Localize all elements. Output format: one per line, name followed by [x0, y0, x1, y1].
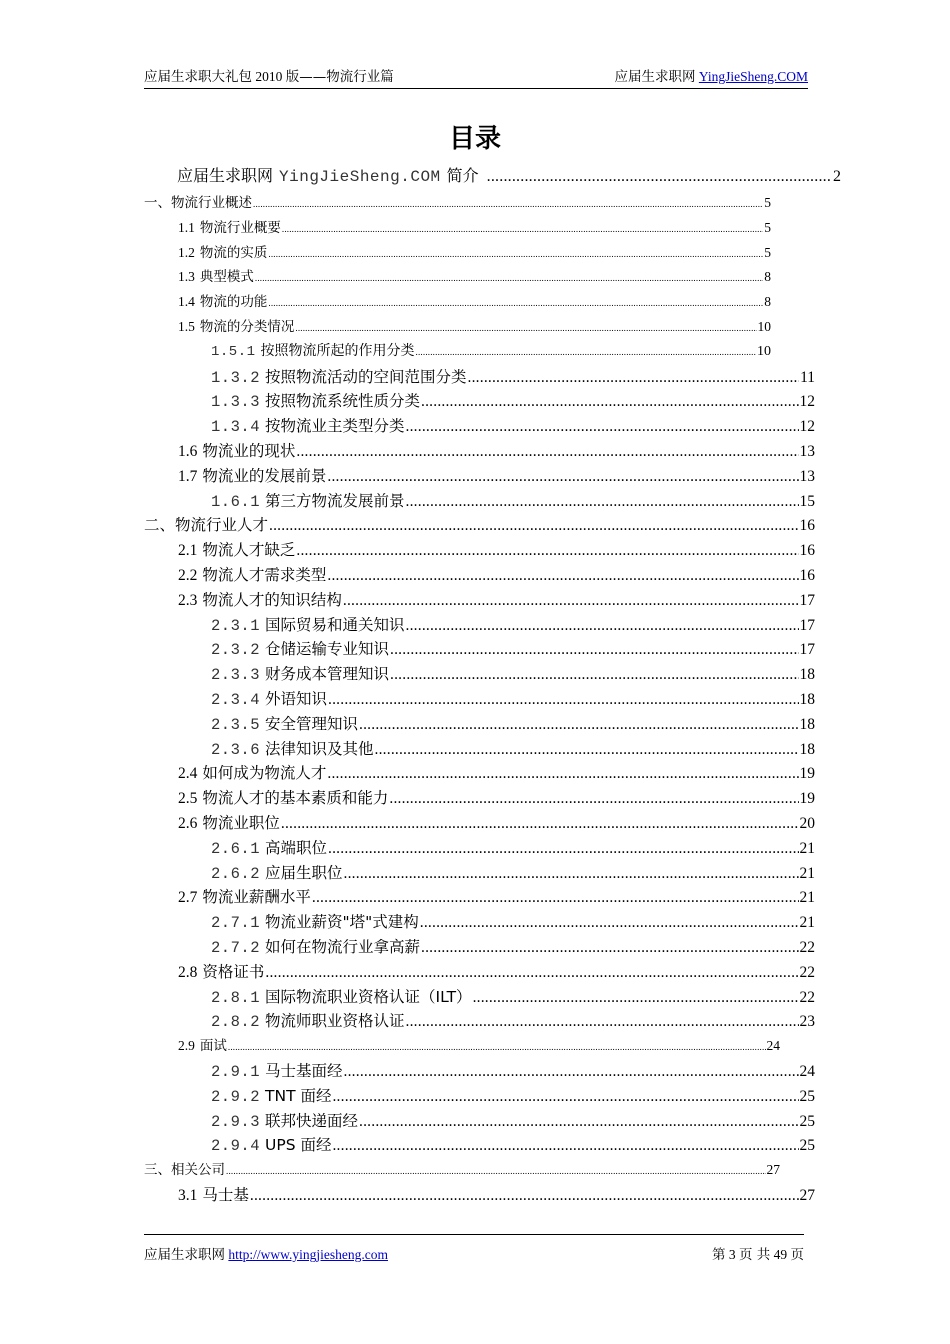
toc-leader	[327, 765, 798, 783]
toc-entry[interactable]	[211, 340, 771, 360]
toc-entry-number: 2.9.3	[211, 1112, 261, 1131]
toc-entry[interactable]	[211, 1059, 815, 1081]
page-footer	[144, 1234, 804, 1263]
toc-entry-title: 马士基	[202, 1186, 249, 1204]
toc-entry[interactable]	[178, 563, 815, 585]
toc-entry-title: 物流师职业资格认证	[265, 1012, 405, 1031]
toc-entry-title: 国际物流职业资格认证（ILT）	[265, 987, 472, 1006]
toc-entry-title: 物流人才需求类型	[202, 566, 327, 584]
toc-entry-page: 16	[799, 542, 815, 560]
toc-entry-title: 按照物流系统性质分类	[265, 392, 421, 411]
toc-leader	[296, 443, 798, 461]
toc-leader	[312, 889, 799, 907]
toc-leader	[268, 249, 763, 259]
toc-entry[interactable]	[178, 464, 815, 486]
toc-leader	[359, 716, 798, 734]
toc-entry[interactable]	[178, 265, 771, 285]
toc-entry-title: 马士基面经	[265, 1062, 343, 1080]
toc-entry-number: 2.7.2	[211, 939, 261, 957]
toc-entry-title: 物流人才缺乏	[202, 541, 296, 560]
toc-entry-number: 2.3.2	[211, 641, 261, 660]
toc-entry-number: 三、	[144, 1162, 171, 1178]
toc-entry-title: 物流行业人才	[175, 516, 269, 535]
toc-entry-title: UPS 面经	[265, 1136, 332, 1155]
toc-entry-page: 16	[799, 567, 815, 584]
toc-leader	[421, 393, 798, 411]
toc-entry-page: 19	[799, 790, 815, 808]
toc-entry-number: 2.7.1	[211, 914, 261, 933]
toc-entry-page: 18	[799, 740, 815, 758]
toc-entry-number: 1.4	[178, 294, 195, 310]
toc-entry-page: 17	[799, 616, 815, 634]
toc-entry[interactable]	[178, 241, 771, 261]
toc-entry-page: 25	[799, 1137, 815, 1155]
toc-entry-number: 1.3.3	[211, 393, 261, 412]
toc-leader	[269, 517, 798, 535]
toc-leader	[421, 939, 798, 957]
toc-entry-title: 如何成为物流人才	[202, 764, 327, 783]
toc-entry-number: 2.8	[178, 963, 198, 981]
toc-entry-page: 10	[757, 343, 771, 359]
toc-entry-title: 物流的功能	[199, 294, 268, 311]
toc-leader	[255, 273, 763, 283]
toc-entry-number: 2.9.4	[211, 1137, 261, 1156]
toc-leader	[344, 1063, 799, 1081]
toc-leader	[375, 741, 799, 759]
toc-entry-title: 高端职位	[265, 838, 328, 857]
toc-entry[interactable]	[178, 290, 771, 310]
toc-entry-title: 物流人才的基本素质和能力	[202, 789, 389, 808]
page-number: 第 3 页 共 49 页	[711, 1247, 804, 1263]
toc-leader	[389, 790, 798, 808]
footer-site-link[interactable]: http://www.yingjiesheng.com	[228, 1247, 388, 1262]
toc-leader	[420, 914, 799, 932]
toc-entry-number: 1.6	[178, 443, 198, 460]
toc-entry[interactable]	[211, 637, 815, 659]
toc-entry-page: 22	[799, 963, 815, 981]
toc-entry-number: 2.3.4	[211, 691, 261, 709]
toc-entry-page: 20	[799, 815, 815, 832]
toc-entry[interactable]	[211, 1084, 815, 1106]
header-site: 应届生求职网 YingJieSheng.COM	[614, 69, 808, 85]
toc-entry-number: 2.2	[178, 567, 198, 584]
toc-leader	[406, 617, 799, 635]
toc-entry-number: 2.6	[178, 815, 198, 832]
toc-leader	[265, 964, 798, 982]
toc-leader	[282, 224, 763, 234]
toc-entry-title: 物流业的发展前景	[202, 466, 327, 485]
toc-entry[interactable]	[211, 910, 815, 932]
toc-entry-number: 1.3.2	[211, 368, 261, 387]
toc-leader	[327, 567, 798, 585]
toc-entry[interactable]	[211, 1109, 815, 1131]
toc-entry-title: 按物流业主类型分类	[265, 417, 405, 436]
toc-entry[interactable]	[211, 737, 815, 759]
toc-entry-title: 物流的实质	[199, 244, 268, 261]
toc-entry[interactable]	[211, 935, 815, 957]
toc-leader	[473, 989, 799, 1007]
toc-entry-number: 一、	[144, 195, 171, 210]
toc-leader	[226, 1166, 766, 1176]
toc-entry[interactable]	[178, 1034, 780, 1054]
toc-entry-page: 16	[799, 517, 815, 535]
toc-entry[interactable]	[178, 960, 815, 982]
toc-entry-number: 2.3.5	[211, 715, 261, 734]
toc-entry-page: 21	[799, 889, 815, 907]
toc-leader	[359, 1113, 798, 1131]
toc-entry[interactable]	[211, 389, 815, 411]
toc-entry-page: 13	[799, 443, 815, 460]
toc-entry-title: 典型模式	[199, 269, 254, 286]
toc-entry-title: 仓储运输专业知识	[265, 640, 390, 659]
toc-entry-title: TNT 面经	[265, 1086, 332, 1105]
toc-entry-number: 2.5	[178, 790, 198, 808]
toc-leader	[390, 666, 798, 684]
toc-leader	[343, 592, 799, 610]
toc-entry-title: 联邦快递面经	[265, 1111, 359, 1130]
toc-entry-number: 1.6.1	[211, 492, 261, 511]
toc-entry-title: 第三方物流发展前景	[265, 491, 405, 510]
toc-entry[interactable]	[144, 513, 815, 535]
toc-entry-page: 11	[800, 368, 815, 386]
toc-entry-title: 如何在物流行业拿高薪	[265, 938, 421, 956]
toc-entry-title: 资格证书	[202, 962, 265, 981]
toc-entry[interactable]	[211, 662, 815, 684]
toc-leader	[332, 1137, 798, 1155]
toc-entry-page: 12	[799, 418, 815, 436]
toc-leader	[268, 298, 763, 308]
toc-entry-number: 1.3.4	[211, 418, 261, 437]
toc-leader	[406, 1013, 799, 1031]
toc-entry-page: 25	[799, 1112, 815, 1130]
toc-entry-title: 按照物流活动的空间范围分类	[265, 367, 467, 386]
toc-entry-number: 2.3	[178, 591, 198, 609]
toc-entry[interactable]	[178, 588, 815, 610]
toc-entry-page: 21	[799, 914, 815, 932]
toc-leader	[390, 641, 798, 659]
toc-entry-title: 物流行业概要	[199, 219, 281, 236]
toc-entry[interactable]	[211, 365, 815, 387]
toc-leader	[332, 1088, 798, 1106]
toc-entry-title: 安全管理知识	[265, 714, 359, 733]
toc-entry-number: 2.9.2	[211, 1087, 261, 1106]
toc-entry-page: 8	[764, 294, 771, 310]
toc-leader	[295, 323, 756, 333]
toc-entry-title: 物流人才的知识结构	[202, 590, 342, 609]
toc-entry-number: 1.7	[178, 467, 198, 485]
toc-entry-title: 物流业薪资"塔"式建构	[265, 913, 419, 932]
toc-entry-title: 外语知识	[265, 690, 328, 708]
toc-entry-page: 5	[764, 195, 771, 210]
toc-entry-number: 2.1	[178, 542, 198, 560]
toc-entry-number: 二、	[144, 517, 176, 535]
toc-leader	[328, 840, 798, 858]
toc-leader	[406, 493, 799, 511]
toc-entry[interactable]	[211, 687, 815, 709]
toc-entry[interactable]	[178, 538, 815, 560]
toc-entry-title: 物流行业概述	[171, 195, 252, 211]
toc-entry[interactable]	[144, 1158, 780, 1178]
toc-entry-number: 1.5	[178, 319, 195, 334]
toc-entry-page: 22	[799, 939, 815, 956]
toc-leader	[281, 815, 799, 833]
toc-leader	[416, 347, 756, 357]
toc-entry-page: 24	[766, 1038, 780, 1054]
toc-entry-title: 物流业职位	[202, 814, 280, 832]
toc-entry[interactable]	[178, 761, 815, 783]
toc-leader	[253, 199, 763, 209]
toc-entry[interactable]	[211, 985, 815, 1007]
toc-entry-number: 2.7	[178, 889, 198, 907]
toc-entry[interactable]	[178, 885, 815, 907]
header-title: 应届生求职大礼包 2010 版——物流行业篇	[144, 69, 394, 85]
toc-entry-title: 物流的分类情况	[199, 319, 295, 335]
header-site-link[interactable]: YingJieSheng.COM	[698, 69, 808, 84]
toc-entry-number: 2.3.6	[211, 740, 261, 759]
toc-entry-number: 3.1	[178, 1187, 198, 1204]
toc-leader	[327, 468, 798, 486]
toc-entry-number: 1.3	[178, 269, 195, 285]
toc-leader	[406, 418, 799, 436]
toc-entry-title: 物流业的现状	[202, 442, 296, 460]
toc-entry-page: 13	[799, 467, 815, 485]
toc-entry[interactable]	[211, 712, 815, 734]
toc-entry-title: 物流业薪酬水平	[202, 888, 311, 907]
toc-entry-number: 1.2	[178, 244, 195, 260]
toc-entry-number: 2.8.1	[211, 988, 261, 1007]
toc-entry-page: 21	[799, 864, 815, 882]
toc-entry[interactable]	[211, 1133, 815, 1155]
toc-entry-page: 18	[799, 666, 815, 684]
toc-entry-page: 27	[799, 1187, 815, 1204]
toc-entry[interactable]	[178, 216, 771, 236]
toc-entry-page: 5	[764, 219, 771, 235]
page-header	[144, 62, 808, 89]
toc-entry-title: 国际贸易和通关知识	[265, 615, 405, 634]
toc-entry-title: 面试	[199, 1038, 227, 1055]
toc-entry-page: 18	[799, 691, 815, 708]
toc-entry-page: 17	[799, 591, 815, 609]
toc-entry-page: 17	[799, 641, 815, 659]
toc-entry-intro[interactable]: 应届生求职网 YingJieSheng.COM 简介 ..... 2	[177, 163, 841, 186]
toc-entry-title: 法律知识及其他	[265, 739, 374, 758]
toc-entry-page: 5	[764, 244, 771, 260]
toc-leader	[468, 369, 800, 387]
toc-entry-title: 应届生职位	[265, 863, 343, 882]
toc-entry-number: 2.8.2	[211, 1013, 261, 1032]
toc-entry-page: 25	[799, 1087, 815, 1105]
toc-leader	[296, 542, 798, 560]
toc-entry-page: 21	[799, 839, 815, 857]
toc-entry[interactable]	[211, 613, 815, 635]
toc-entry-title: 相关公司	[171, 1162, 225, 1179]
toc-entry-page: 22	[799, 988, 815, 1006]
footer-site: 应届生求职网 http://www.yingjiesheng.com	[144, 1247, 388, 1263]
toc-entry-number: 2.6.1	[211, 839, 261, 858]
toc-entry-page: 27	[766, 1162, 780, 1178]
toc-leader	[344, 865, 799, 883]
toc-entry[interactable]	[178, 786, 815, 808]
toc-entry-title: 财务成本管理知识	[265, 665, 390, 684]
toc-entry-page: 15	[799, 492, 815, 510]
toc-entry-page: 10	[757, 319, 771, 334]
toc-entry-number: 1.5.1	[211, 343, 256, 360]
toc-entry-number: 2.9.1	[211, 1063, 261, 1081]
toc-entry-page: 24	[799, 1063, 815, 1080]
toc-leader	[250, 1187, 799, 1205]
toc-entry[interactable]	[211, 489, 815, 511]
toc-entry[interactable]	[211, 836, 815, 858]
toc-entry-page: 12	[799, 393, 815, 411]
toc-entry[interactable]	[178, 811, 815, 833]
toc-entry[interactable]	[211, 1009, 815, 1031]
toc-entry-number: 2.4	[178, 765, 198, 783]
toc-entry[interactable]	[178, 1183, 815, 1205]
toc-leader	[328, 691, 798, 709]
toc-entry-page: 18	[799, 715, 815, 733]
toc-entry-number: 2.9	[178, 1038, 195, 1054]
toc-entry-page: 23	[799, 1013, 815, 1031]
toc-entry[interactable]	[178, 439, 815, 461]
toc-entry-title: 按照物流所起的作用分类	[260, 342, 415, 359]
toc-entry-number: 2.3.1	[211, 616, 261, 635]
toc-entry-number: 2.6.2	[211, 864, 261, 883]
toc-entry-page: 19	[799, 765, 815, 783]
toc-entry-number: 2.3.3	[211, 666, 261, 685]
toc-entry-number: 1.1	[178, 219, 195, 235]
toc-entry-page: 8	[764, 269, 771, 285]
toc-entry[interactable]	[211, 861, 815, 883]
toc-entry[interactable]	[144, 191, 771, 211]
toc-entry[interactable]	[178, 315, 771, 335]
toc-entry[interactable]	[211, 414, 815, 436]
page-title: 目录	[448, 124, 501, 154]
toc-leader	[228, 1042, 766, 1052]
